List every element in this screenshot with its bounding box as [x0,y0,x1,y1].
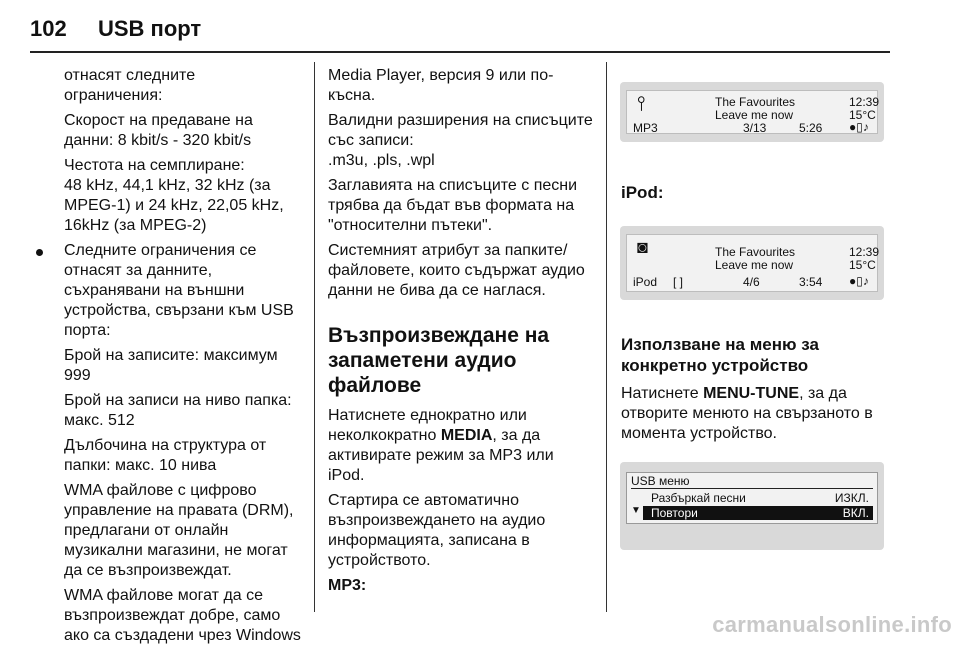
paragraph: Скорост на предаване на данни: 8 kbit/s - 320 kbit/s [64,112,253,149]
display-track: 4/6 [743,275,760,289]
paragraph: Валидни разширения на списъците със записи: [328,112,593,149]
bullet-item [30,241,302,341]
ipod-display-screen [626,234,878,292]
display-temp: 15°C [849,108,876,122]
menu-tune-key: MENU-TUNE [703,385,800,402]
menu-title: USB меню [631,474,690,488]
paragraph: Стартира се автоматично възпроизвеждането на аудио информацията, записана в устройството. [328,492,546,569]
display-line-2: Leave me now [715,108,794,122]
menu-item-value: ИЗКЛ. [834,491,869,505]
menu-item-label: Повтори [651,506,698,520]
usb-menu-screen [626,472,878,524]
column-divider-2 [606,62,607,612]
paragraph: Натиснете еднократно или неколкократно MEDIA, за да активирате режим за MP3 или iPod. [328,407,554,484]
paragraph: Брой на записи на ниво папка: макс. 512 [64,392,292,429]
display-source: MP3 [633,121,658,135]
display-elapsed: 5:26 [799,121,823,135]
mp3-label: MP3: [328,577,367,594]
menu-item-value: ВКЛ. [842,506,869,520]
display-track: 3/13 [743,121,767,135]
middle-column [328,66,594,601]
paragraph: Дълбочина на структура от папки: макс. 10 нива [64,437,267,474]
mp3-display [620,82,884,142]
left-column [30,66,302,651]
display-time: 12:39 [849,95,880,109]
paragraph: Системният атрибут за папките/файловете, които съдържат аудио данни не бива да се наглася. [328,242,585,299]
status-icons: ●▯♪ [849,274,869,288]
menu-item-label: Разбъркай песни [651,491,746,505]
header-rule [30,51,890,53]
display-line-2: Leave me now [715,258,794,272]
ipod-icon: ◙ [637,237,648,257]
paragraph: .m3u, .pls, .wpl [328,152,435,169]
bullet-icon [36,249,43,256]
display-temp: 15°C [849,258,876,272]
watermark: carmanualsonline.info [712,612,952,637]
ipod-label: iPod: [621,183,664,202]
page-header [30,16,201,42]
mp3-display-screen [626,90,878,134]
section-heading: Използване на меню за конкретно устройство [621,335,819,375]
menu-item-repeat[interactable] [643,506,873,520]
menu-divider [631,488,873,489]
bullet-text: Следните ограничения се отнасят за данните, съхранявани на външни устройства, свързани към USB порта: [64,242,294,339]
page-title: USB порт [98,16,202,41]
display-source: iPod [633,275,658,289]
paragraph: Брой на записите: максимум 999 [64,347,278,384]
paragraph: Честота на семплиране: [64,157,245,174]
menu-cursor-icon: ▼ [631,505,641,516]
display-time: 12:39 [849,245,880,259]
paragraph: отнасят следните ограничения: [64,67,196,104]
usb-icon: ⫯ [637,93,646,115]
paragraph: WMA файлове могат да се възпроизвеждат добре, само ако са създадени чрез Windows [64,587,301,644]
paragraph: 48 kHz, 44,1 kHz, 32 kHz (за MPEG-1) и 24 kHz, 22,05 kHz, 16kHz (за MPEG-2) [64,177,284,234]
display-elapsed: 3:54 [799,275,823,289]
media-key: MEDIA [440,427,493,444]
paragraph: Натиснете MENU-TUNE, за да отворите менюто на свързаното в момента устройство. [621,385,873,442]
menu-item-shuffle[interactable] [643,491,873,505]
paragraph: WMA файлове с цифрово управление на правата (DRM), предлагани от онлайн музикални магазини, не могат да се възпроизвеждат. [64,482,294,579]
ipod-display [620,226,884,300]
display-brackets: [ ] [673,275,684,289]
display-line-1: The Favourites [715,95,796,109]
usb-menu-display [620,462,884,550]
right-text [621,334,887,449]
paragraph: Media Player, версия 9 или по-късна. [328,67,554,104]
section-heading: Възпроизвеждане на запаметени аудио файлове [328,324,550,397]
column-divider-1 [314,62,315,612]
page-number: 102 [30,16,67,41]
display-line-1: The Favourites [715,245,796,259]
paragraph: Заглавията на списъците с песни трябва да бъдат във формата на "относителни пътеки". [328,177,578,234]
status-icons: ●▯♪ [849,120,869,134]
